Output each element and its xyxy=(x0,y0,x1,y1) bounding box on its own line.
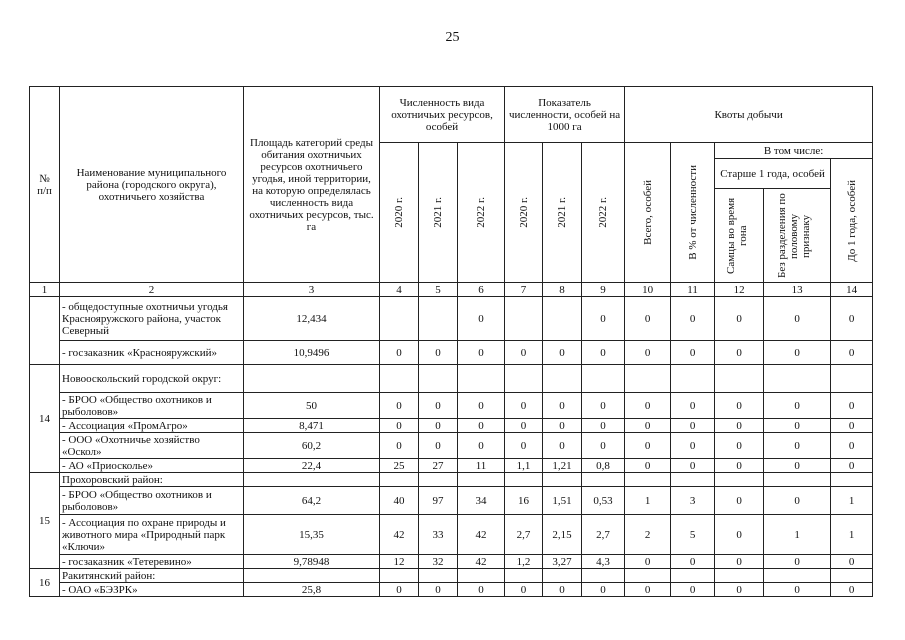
header-group-count: Численность вида охотничьих ресурсов, особей xyxy=(380,87,505,143)
cell-males: 0 xyxy=(715,487,764,515)
cell-males: 0 xyxy=(715,341,764,365)
cell-count-2021: 0 xyxy=(419,583,458,597)
cell-count-2020: 12 xyxy=(380,555,419,569)
row-area: 22,4 xyxy=(244,459,380,473)
cell-quota-pct: 5 xyxy=(671,515,715,555)
cell-count-2021: 27 xyxy=(419,459,458,473)
header-name-text: Наименование муниципального района (городского округа), охотничьего хозяйства xyxy=(76,166,227,203)
col-index-3: 3 xyxy=(244,283,380,297)
header-quota-total-text: Всего, особей xyxy=(641,180,654,245)
header-young-text: До 1 года, особей xyxy=(845,179,858,262)
cell-density-2022: 0 xyxy=(582,433,625,459)
cell-quota-total: 0 xyxy=(625,583,671,597)
col-index-13: 13 xyxy=(764,283,831,297)
cell-young: 0 xyxy=(831,341,873,365)
col-index-14: 14 xyxy=(831,283,873,297)
cell-quota-total: 0 xyxy=(625,341,671,365)
col-index-11: 11 xyxy=(671,283,715,297)
table-row xyxy=(30,459,873,473)
cell-density-2022: 0 xyxy=(582,297,625,341)
table-row xyxy=(30,393,873,419)
cell-young: 0 xyxy=(831,459,873,473)
quota-table xyxy=(29,86,873,597)
header-quota-pct xyxy=(671,143,715,283)
cell-count-2021 xyxy=(419,297,458,341)
row-area: 12,434 xyxy=(244,297,380,341)
cell-count-2022: 34 xyxy=(458,487,505,515)
cell-young: 0 xyxy=(831,555,873,569)
header-col-area xyxy=(244,87,380,283)
row-name: - БРОО «Общество охотников и рыболовов» xyxy=(60,393,244,419)
header-count-2021 xyxy=(419,143,458,283)
cell-count-2020: 0 xyxy=(380,583,419,597)
cell-count-2020: 0 xyxy=(380,393,419,419)
cell-density-2022: 0 xyxy=(582,393,625,419)
cell-nosex: 0 xyxy=(764,341,831,365)
cell-count-2022: 0 xyxy=(458,419,505,433)
row-area: 10,9496 xyxy=(244,341,380,365)
cell-density-2020: 16 xyxy=(505,487,543,515)
cell-nosex: 0 xyxy=(764,419,831,433)
table-row xyxy=(30,433,873,459)
cell-young: 0 xyxy=(831,419,873,433)
cell-males: 0 xyxy=(715,433,764,459)
table-row xyxy=(30,487,873,515)
cell-quota-pct: 0 xyxy=(671,433,715,459)
cell-young: 0 xyxy=(831,433,873,459)
district-name: Новооскольский городской округ: xyxy=(60,365,244,393)
district-row xyxy=(30,473,873,487)
cell-density-2022: 0 xyxy=(582,419,625,433)
header-count-2021-text: 2021 г. xyxy=(432,197,444,228)
header-quota-pct-text: В % от численности xyxy=(686,165,699,260)
cell-count-2020: 0 xyxy=(380,341,419,365)
cell-quota-total: 0 xyxy=(625,433,671,459)
cell-quota-pct: 0 xyxy=(671,419,715,433)
cell-quota-total: 0 xyxy=(625,459,671,473)
header-quota-total xyxy=(625,143,671,283)
cell-males: 0 xyxy=(715,555,764,569)
header-males xyxy=(715,189,764,283)
cell-density-2021: 0 xyxy=(543,583,582,597)
cell-count-2020: 42 xyxy=(380,515,419,555)
cell-quota-pct: 0 xyxy=(671,393,715,419)
cell-count-2021: 0 xyxy=(419,419,458,433)
cell-nosex: 0 xyxy=(764,433,831,459)
cell-quota-total: 0 xyxy=(625,555,671,569)
header-density-2020-text: 2020 г. xyxy=(517,197,530,228)
cell-quota-total: 0 xyxy=(625,393,671,419)
cell-count-2021: 32 xyxy=(419,555,458,569)
cell-count-2021: 97 xyxy=(419,487,458,515)
header-area-text: Площадь категорий среды обитания охотничьих ресурсов охотничьего угодья, иной территории, на которую определялась численность вида охотничьих ресурсов, тыс. га xyxy=(249,136,374,233)
row-name: - Ассоциация «ПромАгро» xyxy=(60,419,244,433)
col-index-7: 7 xyxy=(505,283,543,297)
cell-density-2022: 2,7 xyxy=(582,515,625,555)
row-number-empty xyxy=(30,297,60,365)
row-name: - общедоступные охотничьи угодья Краснояружского района, участок Северный xyxy=(60,297,244,341)
cell-count-2021: 33 xyxy=(419,515,458,555)
cell-nosex: 1 xyxy=(764,515,831,555)
col-index-12: 12 xyxy=(715,283,764,297)
cell-nosex: 0 xyxy=(764,459,831,473)
cell-density-2021: 1,51 xyxy=(543,487,582,515)
row-name: - госзаказник «Краснояружский» xyxy=(60,341,244,365)
row-number: 14 xyxy=(30,365,60,473)
header-older: Старше 1 года, особей xyxy=(715,159,831,189)
header-density-2022 xyxy=(582,143,625,283)
cell-quota-pct: 0 xyxy=(671,297,715,341)
cell-count-2020: 0 xyxy=(380,419,419,433)
cell-density-2021 xyxy=(543,297,582,341)
cell-count-2022: 42 xyxy=(458,555,505,569)
cell-density-2021: 0 xyxy=(543,393,582,419)
row-area: 64,2 xyxy=(244,487,380,515)
cell-density-2020: 0 xyxy=(505,419,543,433)
col-index-5: 5 xyxy=(419,283,458,297)
row-number: 15 xyxy=(30,473,60,569)
cell-count-2020 xyxy=(380,297,419,341)
cell-density-2021: 0 xyxy=(543,419,582,433)
cell-density-2021: 0 xyxy=(543,341,582,365)
header-males-text: Самцы во время гона xyxy=(725,197,750,274)
cell-count-2020: 0 xyxy=(380,433,419,459)
cell-young: 0 xyxy=(831,393,873,419)
cell-density-2020: 1,1 xyxy=(505,459,543,473)
district-row xyxy=(30,365,873,393)
header-count-2022 xyxy=(458,143,505,283)
header-group-quota: Квоты добычи xyxy=(625,87,873,143)
cell-males: 0 xyxy=(715,419,764,433)
row-name: - Ассоциация по охране природы и животного мира «Природный парк «Ключи» xyxy=(60,515,244,555)
cell-nosex: 0 xyxy=(764,555,831,569)
cell-males: 0 xyxy=(715,459,764,473)
header-num-text: № п/п xyxy=(37,172,52,197)
cell-quota-pct: 3 xyxy=(671,487,715,515)
cell-density-2021: 0 xyxy=(543,433,582,459)
cell-density-2022: 0 xyxy=(582,341,625,365)
col-index-2: 2 xyxy=(60,283,244,297)
cell-count-2022: 0 xyxy=(458,393,505,419)
cell-quota-total: 1 xyxy=(625,487,671,515)
district-name: Прохоровский район: xyxy=(60,473,244,487)
cell-count-2022: 0 xyxy=(458,297,505,341)
col-index-9: 9 xyxy=(582,283,625,297)
cell-males: 0 xyxy=(715,515,764,555)
col-index-6: 6 xyxy=(458,283,505,297)
cell-density-2022: 4,3 xyxy=(582,555,625,569)
header-col-number xyxy=(30,87,60,283)
cell-density-2020: 1,2 xyxy=(505,555,543,569)
cell-quota-total: 0 xyxy=(625,419,671,433)
col-index-10: 10 xyxy=(625,283,671,297)
header-density-2021 xyxy=(543,143,582,283)
header-density-2020 xyxy=(505,143,543,283)
cell-quota-pct: 0 xyxy=(671,459,715,473)
row-area: 15,35 xyxy=(244,515,380,555)
table-row xyxy=(30,515,873,555)
cell-young: 1 xyxy=(831,487,873,515)
row-name: - БРОО «Общество охотников и рыболовов» xyxy=(60,487,244,515)
header-density-2022-text: 2022 г. xyxy=(597,197,610,228)
cell-males: 0 xyxy=(715,583,764,597)
cell-quota-pct: 0 xyxy=(671,341,715,365)
col-index-4: 4 xyxy=(380,283,419,297)
cell-nosex: 0 xyxy=(764,297,831,341)
district-name: Ракитянский район: xyxy=(60,569,244,583)
header-group-density: Показатель численности, особей на 1000 га xyxy=(505,87,625,143)
cell-young: 0 xyxy=(831,297,873,341)
cell-density-2022: 0 xyxy=(582,583,625,597)
header-nosex-text: Без разделения по половому признаку xyxy=(776,193,813,278)
table-row xyxy=(30,555,873,569)
cell-count-2020: 40 xyxy=(380,487,419,515)
row-area: 9,78948 xyxy=(244,555,380,569)
header-col-name xyxy=(60,87,244,283)
cell-density-2022: 0,8 xyxy=(582,459,625,473)
cell-density-2020: 0 xyxy=(505,583,543,597)
header-density-2021-text: 2021 г. xyxy=(556,197,569,228)
cell-count-2021: 0 xyxy=(419,393,458,419)
page-number: 25 xyxy=(445,30,460,45)
cell-quota-pct: 0 xyxy=(671,555,715,569)
cell-males: 0 xyxy=(715,297,764,341)
table-row xyxy=(30,419,873,433)
cell-density-2021: 1,21 xyxy=(543,459,582,473)
table-row xyxy=(30,297,873,341)
col-index-1: 1 xyxy=(30,283,60,297)
cell-density-2020 xyxy=(505,297,543,341)
row-area: 60,2 xyxy=(244,433,380,459)
cell-count-2020: 25 xyxy=(380,459,419,473)
cell-count-2022: 0 xyxy=(458,341,505,365)
header-count-2022-text: 2022 г. xyxy=(475,197,488,228)
cell-density-2020: 0 xyxy=(505,341,543,365)
header-count-2020 xyxy=(380,143,419,283)
cell-count-2022: 0 xyxy=(458,433,505,459)
row-name: - АО «Приосколье» xyxy=(60,459,244,473)
row-area: 8,471 xyxy=(244,419,380,433)
cell-quota-total: 2 xyxy=(625,515,671,555)
cell-count-2022: 11 xyxy=(458,459,505,473)
cell-nosex: 0 xyxy=(764,583,831,597)
row-name: - госзаказник «Тетеревино» xyxy=(60,555,244,569)
cell-males: 0 xyxy=(715,393,764,419)
header-nosex xyxy=(764,189,831,283)
cell-quota-pct: 0 xyxy=(671,583,715,597)
row-area: 25,8 xyxy=(244,583,380,597)
header-young xyxy=(831,159,873,283)
cell-density-2021: 3,27 xyxy=(543,555,582,569)
cell-density-2022: 0,53 xyxy=(582,487,625,515)
district-row xyxy=(30,569,873,583)
table-row xyxy=(30,341,873,365)
cell-density-2020: 0 xyxy=(505,393,543,419)
cell-density-2021: 2,15 xyxy=(543,515,582,555)
cell-quota-total: 0 xyxy=(625,297,671,341)
cell-nosex: 0 xyxy=(764,393,831,419)
cell-count-2021: 0 xyxy=(419,341,458,365)
cell-density-2020: 2,7 xyxy=(505,515,543,555)
header-count-2020-text: 2020 г. xyxy=(393,197,405,228)
col-index-8: 8 xyxy=(543,283,582,297)
cell-count-2022: 42 xyxy=(458,515,505,555)
cell-young: 1 xyxy=(831,515,873,555)
row-name: - ООО «Охотничье хозяйство «Оскол» xyxy=(60,433,244,459)
row-area: 50 xyxy=(244,393,380,419)
cell-density-2020: 0 xyxy=(505,433,543,459)
table-row xyxy=(30,583,873,597)
cell-count-2021: 0 xyxy=(419,433,458,459)
cell-nosex: 0 xyxy=(764,487,831,515)
header-including: В том числе: xyxy=(715,143,873,159)
cell-count-2022: 0 xyxy=(458,583,505,597)
row-number: 16 xyxy=(30,569,60,597)
cell-young: 0 xyxy=(831,583,873,597)
row-name: - ОАО «БЭЗРК» xyxy=(60,583,244,597)
